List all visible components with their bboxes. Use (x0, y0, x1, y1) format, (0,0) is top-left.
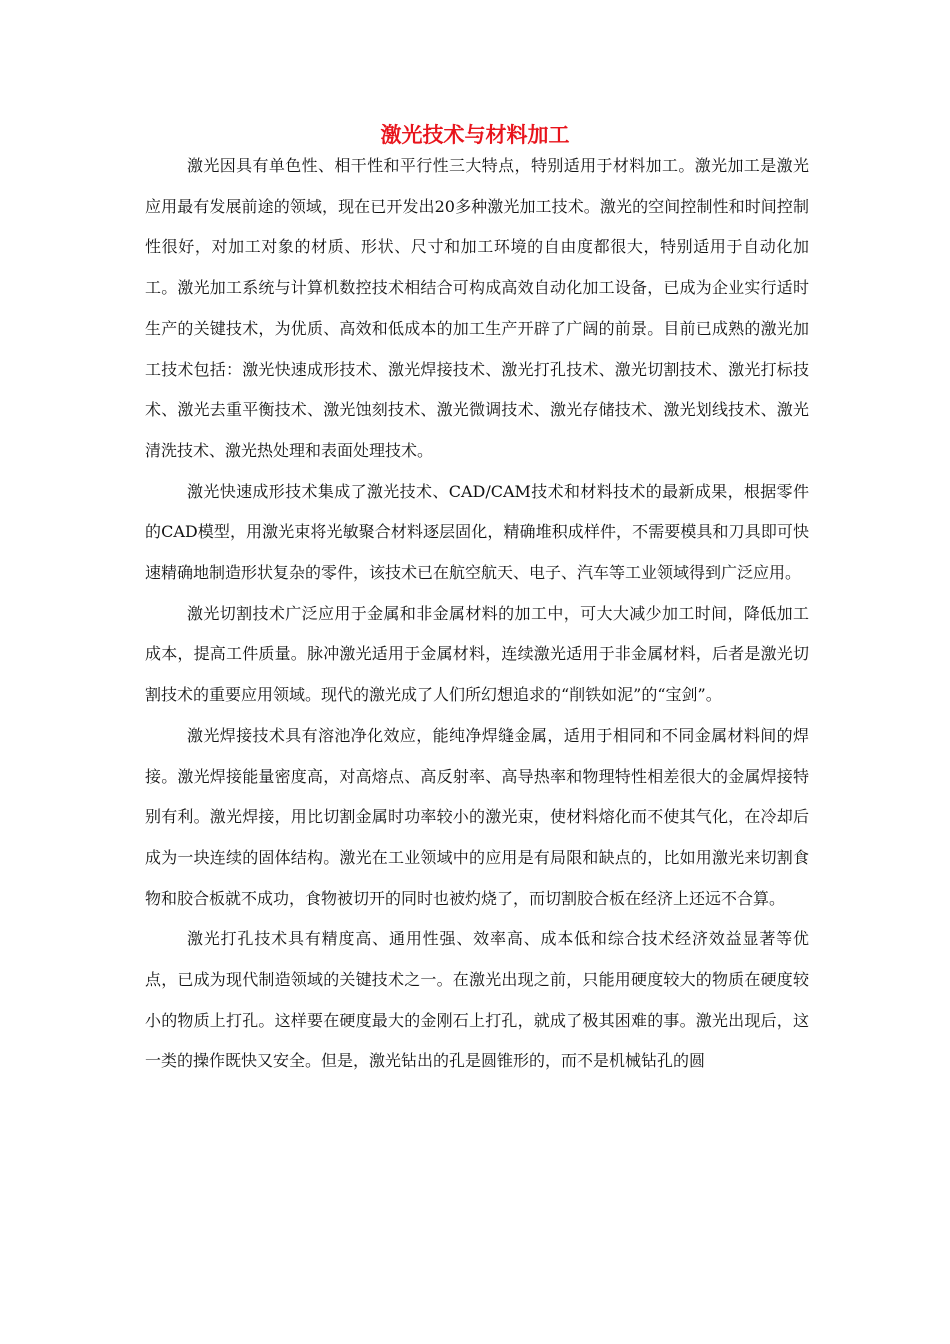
document-title: 激光技术与材料加工 (380, 123, 570, 147)
paragraph-rapid-prototyping: 激光快速成形技术集成了激光技术、CAD/CAM技术和材料技术的最新成果，根据零件的CAD模型，用激光束将光敏聚合材料逐层固化，精确堆积成样件，不需要模具和刀具即可快速精确地制造形状复杂的零件，该技术已在航空航天、电子、汽车等工业领域得到广泛应用。 (145, 481, 809, 583)
paragraph-laser-drilling: 激光打孔技术具有精度高、通用性强、效率高、成本低和综合技术经济效益显著等优点，已成为现代制造领域的关键技术之一。在激光出现之前，只能用硬度较大的物质在硬度较小的物质上打孔。这样要在硬度最大的金刚石上打孔，就成了极其困难的事。激光出现后，这一类的操作既快又安全。但是，激光钻出的孔是圆锥形的，而不是机械钻孔的圆 (145, 929, 809, 1071)
paragraph-laser-welding: 激光焊接技术具有溶池净化效应，能纯净焊缝金属，适用于相同和不同金属材料间的焊接。激光焊接能量密度高，对高熔点、高反射率、高导热率和物理特性相差很大的金属焊接特别有利。激光焊接，用比切割金属时功率较小的激光束，使材料熔化而不使其气化，在冷却后成为一块连续的固体结构。激光在工业领域中的应用是有局限和缺点的，比如用激光来切割食物和胶合板就不成功，食物被切开的同时也被灼烧了，而切割胶合板在经济上还远不合算。 (145, 725, 809, 908)
paragraph-intro: 激光因具有单色性、相干性和平行性三大特点，特别适用于材料加工。激光加工是激光应用最有发展前途的领域，现在已开发出20多种激光加工技术。激光的空间控制性和时间控制性很好，对加工对象的材质、形状、尺寸和加工环境的自由度都很大，特别适用于自动化加工。激光加工系统与计算机数控技术相结合可构成高效自动化加工设备，已成为企业实行适时生产的关键技术，为优质、高效和低成本的加工生产开辟了广阔的前景。目前已成熟的激光加工技术包括：激光快速成形技术、激光焊接技术、激光打孔技术、激光切割技术、激光打标技术、激光去重平衡技术、激光蚀刻技术、激光微调技术、激光存储技术、激光划线技术、激光清洗技术、激光热处理和表面处理技术。 (145, 156, 809, 460)
document-body (145, 146, 809, 1082)
paragraph-laser-cutting: 激光切割技术广泛应用于金属和非金属材料的加工中，可大大减少加工时间，降低加工成本，提高工件质量。脉冲激光适用于金属材料，连续激光适用于非金属材料，后者是激光切割技术的重要应用领域。现代的激光成了人们所幻想追求的“削铁如泥”的“宝剑”。 (145, 603, 809, 705)
